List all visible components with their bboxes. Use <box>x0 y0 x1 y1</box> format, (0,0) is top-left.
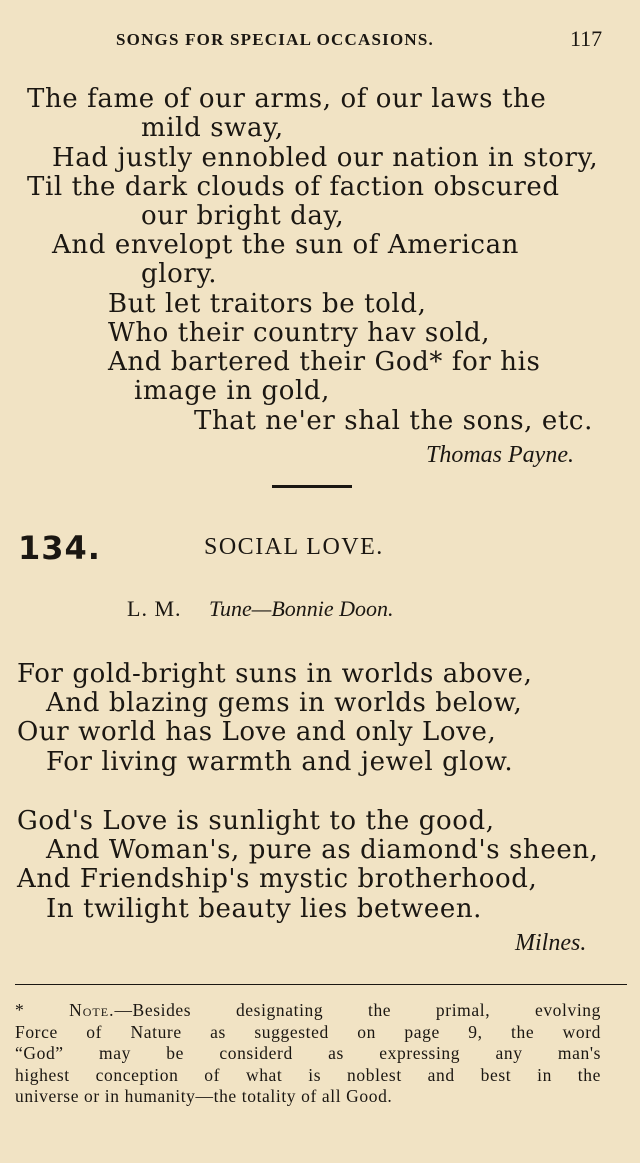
verse-line: image in gold, <box>134 376 331 406</box>
meter: L. M. <box>127 596 182 621</box>
author-attribution: Thomas Payne. <box>426 442 574 468</box>
verse-line: our bright day, <box>141 201 345 231</box>
footnote-line: highest conception of what is noblest and best in the <box>15 1064 601 1085</box>
stanza-line: And Woman's, pure as diamond's sheen, <box>46 835 599 865</box>
verse-line: And bartered their God* for his <box>108 347 541 377</box>
verse-line: Had justly ennobled our nation in story, <box>52 143 599 173</box>
meter-and-tune <box>127 596 394 622</box>
section-divider <box>272 485 352 488</box>
stanza-line: For living warmth and jewel glow. <box>46 747 514 777</box>
stanza-line: God's Love is sunlight to the good, <box>17 806 495 836</box>
running-head: SONGS FOR SPECIAL OCCASIONS. <box>116 30 434 49</box>
footnote-label: Note. <box>69 1000 115 1020</box>
footnote-line: universe or in humanity—the totality of all Good. <box>15 1086 393 1106</box>
verse-line: And envelopt the sun of American <box>52 230 520 260</box>
footnote-line: Force of Nature as suggested on page 9, the word <box>15 1021 601 1042</box>
stanza-line: And blazing gems in worlds below, <box>46 688 523 718</box>
verse-line: mild sway, <box>141 113 284 143</box>
verse-line: Who their country hav sold, <box>108 318 491 348</box>
tune-name: Tune—Bonnie Doon. <box>209 596 394 621</box>
stanza-line: Our world has Love and only Love, <box>17 717 497 747</box>
stanza-line: In twilight beauty lies between. <box>46 894 483 924</box>
verse-line: That ne'er shal the sons, etc. <box>194 406 593 436</box>
hymn-title: SOCIAL LOVE. <box>204 534 384 560</box>
stanza-line: For gold-bright suns in worlds above, <box>17 659 533 689</box>
stanza-line: And Friendship's mystic brotherhood, <box>17 864 538 894</box>
verse-line: Til the dark clouds of faction obscured <box>27 172 560 202</box>
hymn-attribution: Milnes. <box>515 930 587 956</box>
footnote-line: * Note.—Besides designating the primal, evolving <box>15 1000 601 1020</box>
page-number: 117 <box>570 26 603 51</box>
footnote-marker: * <box>15 1000 70 1020</box>
footnote-line: “God” may be considerd as expressing any man's <box>15 1043 601 1063</box>
hymn-number: 134. <box>18 529 101 567</box>
verse-line: glory. <box>141 259 218 289</box>
verse-line: But let traitors be told, <box>108 289 427 319</box>
verse-line: The fame of our arms, of our laws the <box>27 84 547 114</box>
footnote <box>15 1000 601 1108</box>
footnote-divider <box>15 984 627 985</box>
